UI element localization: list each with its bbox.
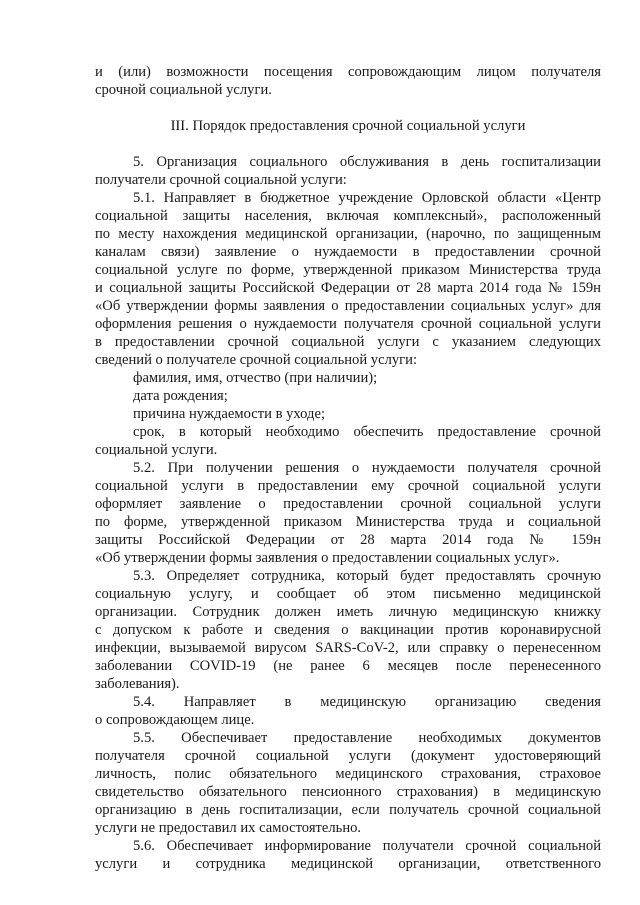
- paragraph-5-2-line: 5.2. При получении решения о нуждаемости получателя срочной: [133, 460, 601, 476]
- intro-line-2: срочной социальной услуги.: [95, 82, 272, 98]
- term-line-1: срок, в который необходимо обеспечить предоставление срочной: [133, 424, 601, 440]
- paragraph-5-1-line: социальной защиты населения, включая комплексный», расположенный: [95, 208, 601, 224]
- paragraph-5-4-line: о сопровождающем лице.: [95, 712, 255, 728]
- list-item: причина нуждаемости в уходе;: [133, 406, 325, 422]
- paragraph-5-3-line: социальную услугу, и сообщает об этом письменно медицинской: [95, 586, 601, 602]
- paragraph-5-3-line: с допуском к работе и сведения о вакцинации против коронавирусной: [95, 622, 601, 638]
- paragraph-5-5-line: 5.5. Обеспечивает предоставление необходимых документов: [133, 730, 601, 746]
- paragraph-5-line-2: получатели срочной социальной услуги:: [95, 172, 347, 188]
- paragraph-5-2-line: социальной услуги в предоставлении ему срочной социальной услуги: [95, 478, 601, 494]
- list-item: фамилия, имя, отчество (при наличии);: [133, 370, 378, 386]
- paragraph-5-1-line: по месту нахождения медицинской организации, (нарочно, по защищенным: [95, 226, 601, 242]
- paragraph-5-2-line: «Об утверждении формы заявления о предоставлении социальных услуг».: [95, 550, 560, 566]
- paragraph-5-1-line: «Об утверждении формы заявления о предоставлении социальных услуг» для: [95, 298, 601, 314]
- paragraph-5-1-line: оформления решения о нуждаемости получателя срочной социальной услуги: [95, 316, 601, 332]
- paragraph-5-5-line: получателя срочной социальной услуги (документ удостоверяющий: [95, 748, 601, 764]
- paragraph-5-3-line: инфекции, вызываемой вирусом SARS-CoV-2, или справку о перенесенном: [95, 640, 601, 656]
- paragraph-5-5-line: личность, полис обязательного медицинского страхования, страховое: [95, 766, 601, 782]
- paragraph-5-2-line: оформляет заявление о предоставлении срочной социальной услуги: [95, 496, 601, 512]
- paragraph-5-1-line: сведений о получателе срочной социальной услуги:: [95, 352, 417, 368]
- paragraph-5-1-line: 5.1. Направляет в бюджетное учреждение Орловской области «Центр: [133, 190, 601, 206]
- intro-line-1: и (или) возможности посещения сопровождающим лицом получателя: [95, 64, 601, 80]
- paragraph-5-1-line: социальной услуге по форме, утвержденной приказом Министерства труда: [95, 262, 601, 278]
- paragraph-5-2-line: защиты Российской Федерации от 28 марта 2014 года № 159н: [95, 532, 601, 548]
- paragraph-5-3-line: 5.3. Определяет сотрудника, который будет предоставлять срочную: [133, 568, 601, 584]
- paragraph-5-6-line: услуги и сотрудника медицинской организации, ответственного: [95, 856, 601, 872]
- paragraph-5-3-line: организации. Сотрудник должен иметь личную медицинскую книжку: [95, 604, 601, 620]
- paragraph-5-4-line: 5.4. Направляет в медицинскую организацию сведения: [133, 694, 601, 710]
- section-heading: III. Порядок предоставления срочной социальной услуги: [170, 118, 526, 134]
- paragraph-5-5-line: организацию в день госпитализации, если получатель срочной социальной: [95, 802, 601, 818]
- paragraph-5-6-line: 5.6. Обеспечивает информирование получатели срочной социальной: [133, 838, 601, 854]
- paragraph-5-1-line: в предоставлении срочной социальной услуги с указанием следующих: [95, 334, 601, 350]
- paragraph-5-line-1: 5. Организация социального обслуживания в день госпитализации: [133, 154, 601, 170]
- paragraph-5-5-line: услуги не предоставил их самостоятельно.: [95, 820, 362, 836]
- paragraph-5-2-line: по форме, утвержденной приказом Министерства труда и социальной: [95, 514, 601, 530]
- paragraph-5-3-line: заболевания).: [95, 676, 180, 692]
- term-line-2: социальной услуги.: [95, 442, 218, 458]
- paragraph-5-3-line: заболевании COVID-19 (не ранее 6 месяцев после перенесенного: [95, 658, 601, 674]
- paragraph-5-1-line: и социальной защиты Российской Федерации от 28 марта 2014 года № 159н: [95, 280, 601, 296]
- paragraph-5-1-line: каналам связи) заявление о нуждаемости в предоставлении срочной: [95, 244, 601, 260]
- paragraph-5-5-line: свидетельство обязательного пенсионного страхования) в медицинскую: [95, 784, 601, 800]
- list-item: дата рождения;: [133, 388, 228, 404]
